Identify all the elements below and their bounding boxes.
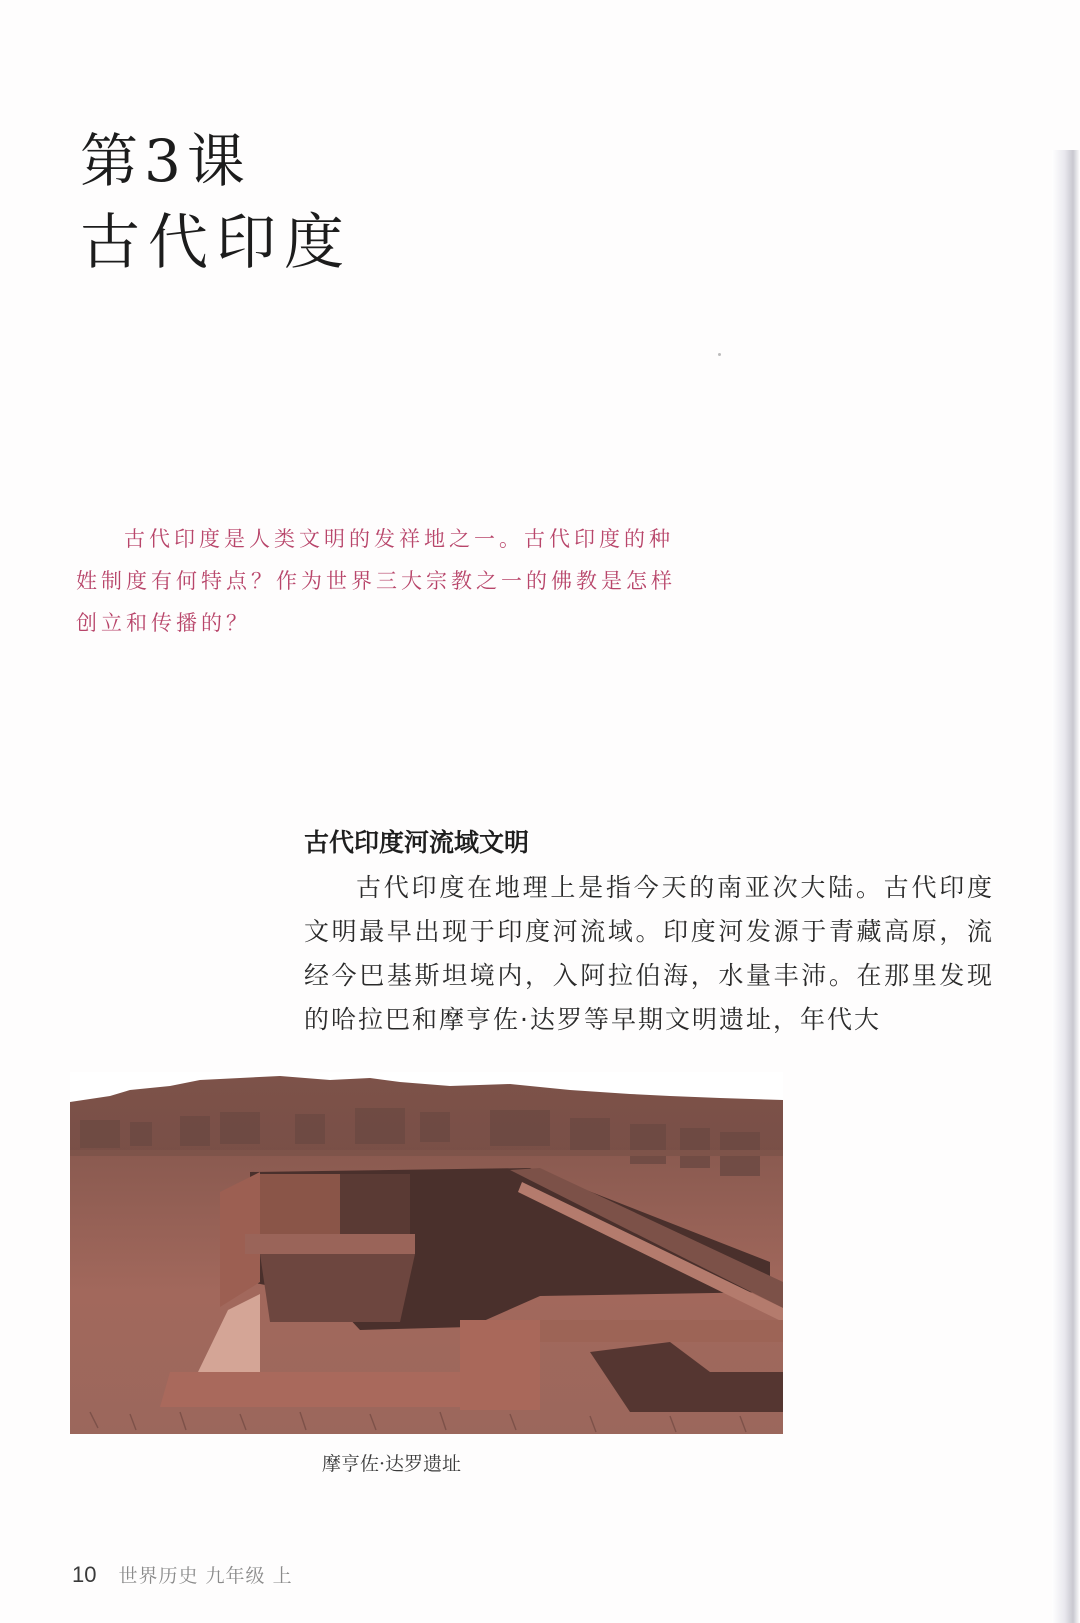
ruins-photo <box>70 1072 783 1434</box>
page-footer <box>72 1561 293 1593</box>
lesson-title: 古代印度 <box>80 208 352 278</box>
section-paragraph: 古代印度在地理上是指今天的南亚次大陆。古代印度文明最早出现于印度河流域。印度河发源于青藏高原，流经今巴基斯坦境内，入阿拉伯海，水量丰沛。在那里发现的哈拉巴和摩亨佐·达罗等早期文明遗址，年代大 <box>304 873 994 1034</box>
scan-speck <box>718 353 721 356</box>
intro-questions: 古代印度是人类文明的发祥地之一。古代印度的种姓制度有何特点？作为世界三大宗教之一的佛教是怎样创立和传播的？ <box>76 527 676 635</box>
page-number: 10 <box>72 1562 97 1587</box>
book-title: 世界历史 九年级 上 <box>118 1565 293 1587</box>
page-edge-shadow <box>1052 150 1080 1623</box>
photo-caption: 摩亨佐·达罗遗址 <box>322 1453 462 1475</box>
lesson-number: 第3课 <box>80 127 251 195</box>
ruins-photo-illustration <box>70 1072 783 1434</box>
section-heading: 古代印度河流域文明 <box>304 828 530 857</box>
